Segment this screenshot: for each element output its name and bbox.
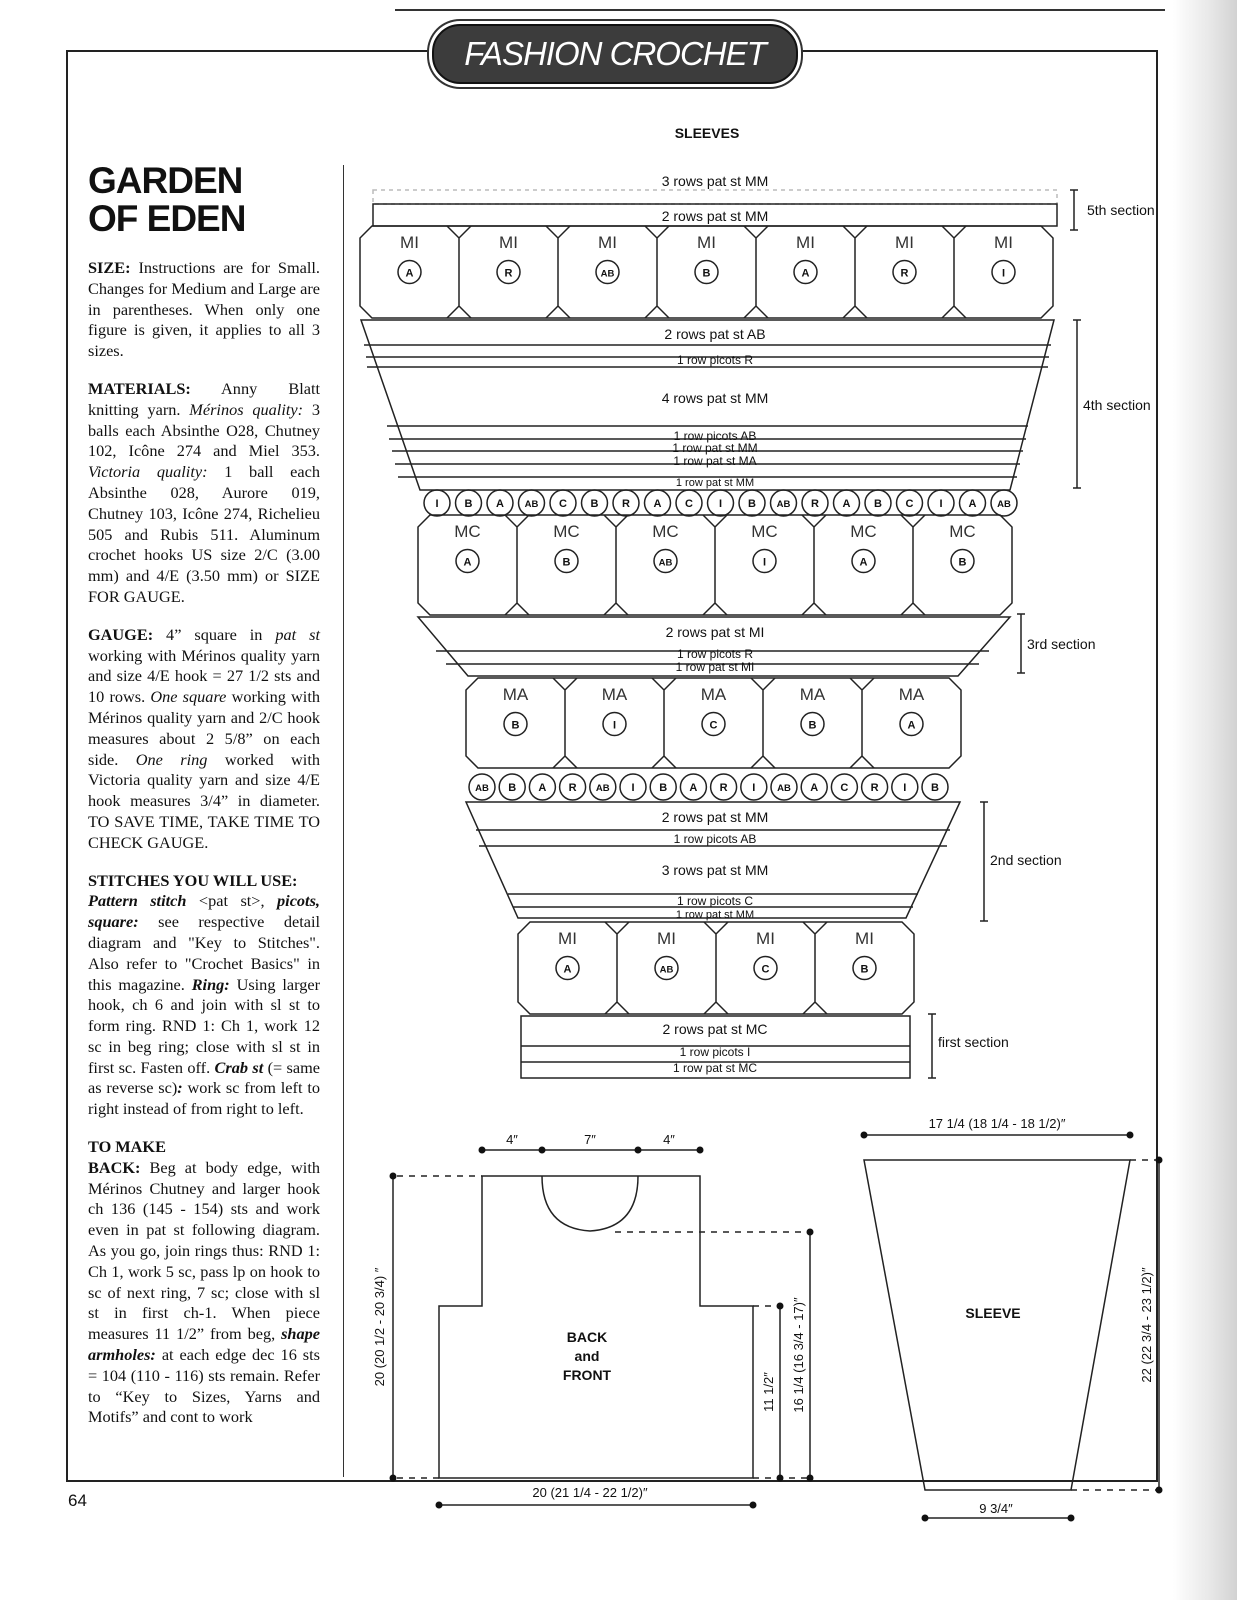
title-line-2: OF EDEN [88,198,246,239]
ring-row-upper [424,490,1017,516]
square-color-label: MI [895,233,914,252]
stitches-text: work sc from left to right instead of from right to left. [88,1078,320,1119]
ring-label: I [752,782,756,794]
ring-label: B [748,498,756,510]
band-5-top [373,190,1057,204]
square-row-5th [360,226,1053,318]
ring-label: R [719,782,728,794]
motif-label: A [907,719,916,732]
stitches-term: Pattern stitch [88,891,187,911]
square-divider [553,678,577,768]
materials-italic: Victoria quality: [88,462,208,482]
ring-label: I [631,782,635,794]
materials-italic: Mérinos quality: [189,399,304,419]
square-color-label: MI [756,929,775,948]
dimension-label: 7″ [584,1132,596,1147]
back-label: BACK [566,1329,608,1345]
ring-label: A [496,498,504,510]
page-number: 64 [68,1491,87,1510]
motif-label: B [860,963,869,976]
square-color-label: MA [799,685,826,704]
ring-label: C [559,498,567,510]
ring-label: A [689,782,698,794]
back-front-dim-arrows [393,1150,810,1505]
square-color-label: MI [598,233,617,252]
dimension-dots [390,1147,814,1509]
banner-text: FASHION CROCHET [464,35,766,72]
row-label: 2 rows pat st MM [661,208,769,224]
row-label: 1 row picots C [676,894,754,908]
ring-label: AB [524,499,539,510]
square-color-label: MI [657,929,676,948]
stitches-term: Crab st [214,1057,264,1077]
row-label: 1 row pat st MA [673,454,757,468]
row-label: 1 row pat st MM [672,441,758,455]
motif-label: A [463,556,472,569]
ring-label: B [464,498,473,510]
motif-label: A [801,267,810,280]
row-label: 2 rows pat st MC [662,1021,768,1037]
gauge-text: working with Mérinos quality yarn and 2/C hook measures about 2 5/8” on each side. [88,687,320,769]
sleeve-outline [864,1160,1130,1490]
motif-label: A [563,963,572,976]
dimension-label: 9 3/4″ [979,1501,1013,1516]
back-label: BACK: [88,1157,141,1177]
materials-label: MATERIALS: [88,378,191,398]
ring-label: R [870,782,879,794]
ring-label: A [810,782,819,794]
motif-label: B [511,719,520,732]
ring-label: I [903,782,907,794]
motif-label: C [761,963,770,976]
row-label: 1 row pat st MM [675,909,755,921]
square-color-label: MC [454,522,481,541]
dimension-label: 17 1/4 (18 1/4 - 18 1/2)″ [928,1116,1066,1131]
motif-label: R [900,267,909,280]
motif-label: R [504,267,513,280]
motif-label: B [702,267,711,280]
square-color-label: MA [898,685,925,704]
ring-label: B [874,498,882,510]
row-label: 2 rows pat st MI [665,624,765,640]
ring-label: I [435,498,439,510]
square-color-label: MI [994,233,1013,252]
gauge-italic: One square [150,687,227,707]
square-color-label: MI [796,233,815,252]
motif-label: I [1001,267,1006,280]
square-divider [850,678,874,768]
title-line-1: GARDEN [88,160,243,201]
ring-label: B [659,782,668,794]
square-row-mc [418,515,1012,615]
gauge-text: working with Mérinos quality yarn and size 4/E hook = 27 1/2 sts and 10 rows. [88,645,320,707]
back-label: FRONT [562,1367,612,1383]
square-color-label: MI [697,233,716,252]
square-color-label: MC [949,522,976,541]
motif-label: C [709,719,718,732]
size-text: Instructions are for Small. Changes for Medium and Large are in parentheses. When only one figure is given, it applies to all 3 sizes. [88,258,320,361]
section-label: 4th section [1083,397,1151,413]
back-front-outline [439,1176,753,1478]
square-divider [704,922,728,1014]
ring-label: A [968,498,977,510]
ring-label: C [685,498,693,510]
square-color-label: MI [855,929,874,948]
ring-label: R [811,498,819,510]
square-color-label: MA [700,685,727,704]
dimension-dots [861,1132,1163,1522]
gauge-label: GAUGE: [88,624,154,644]
row-label: 1 row picots I [679,1045,751,1059]
row-label: 2 rows pat st MM [661,809,769,825]
stitches-term: : [177,1078,183,1098]
materials-text: Anny Blatt knitting yarn. [88,378,320,419]
row-label: 1 row pat st MM [675,477,755,489]
stitches-text: (= same as reverse sc) [88,1057,320,1098]
square-row-mi-bottom [518,922,914,1014]
ring-row-lower [469,774,948,800]
back-label: and [574,1348,600,1364]
dimension-label: 20 (20 1/2 - 20 3/4) ″ [372,1267,387,1387]
ring-label: B [931,782,939,794]
neckline [542,1176,638,1231]
square-color-label: MI [499,233,518,252]
square-color-label: MI [400,233,419,252]
ring-label: AB [475,783,489,794]
back-front-dim-lines [397,1176,810,1478]
to-make-text: Beg at body edge, with Mérinos Chutney and larger hook ch 136 (145 - 154) sts and work even in pat st following diagram. As you go, join rings thus: RND 1: Ch 1, work 5 sc, pass lp on hook to sc of next ring, 7 sc; close with sl st in first ch-1. When piece measures 11 1/2” from beg, [88,1157,320,1344]
square-divider [942,226,966,318]
square-color-label: MC [652,522,679,541]
ring-label: A [842,498,851,510]
stitches-text: Using larger hook, ch 6 and join with sl st to form ring. RND 1: Ch 1, work 12 sc in beg ring; close with sl st in first sc. Fasten off. [88,974,320,1077]
to-make-term: shape armholes: [88,1324,320,1365]
sleeve-label: SLEEVE [965,1305,1021,1321]
square-divider [802,515,826,615]
motif-label: B [808,719,817,732]
row-label: 1 row pat st MC [672,1061,758,1075]
ring-label: R [622,498,630,510]
ring-label: AB [777,783,791,794]
dimension-label: 22 (22 3/4 - 23 1/2)″ [1139,1267,1154,1383]
gauge-italic: pat st [275,624,320,644]
gauge-text: 4” square in [153,624,276,644]
dimension-label: 4″ [506,1132,518,1147]
square-divider [652,678,676,768]
ring-label: I [939,498,943,510]
square-color-label: MI [558,929,577,948]
row-label: 1 row picots AB [673,832,757,846]
ring-label: AB [776,499,791,510]
square-divider [605,922,629,1014]
square-divider [447,226,471,318]
ring-label: B [590,498,599,510]
square-divider [645,226,669,318]
ring-label: A [538,782,547,794]
materials-text: 1 ball each Absinthe 028, Aurore 019, Chutney 103, Icône 274, Richelieu 505 and Rubis 511. Aluminum crochet hooks US size 2/C (3.00 mm) and 4/E (3.50 mm) or SIZE FOR GAUGE. [88,462,320,606]
ring-label: A [653,498,662,510]
to-make-text: at each edge dec 16 sts = 104 (110 - 116) sts remain. Refer to “Key to Sizes, Yarns and Motifs” and cont to work [88,1345,320,1427]
row-label: 1 row pat st MI [675,660,755,674]
square-color-label: MC [850,522,877,541]
square-divider [546,226,570,318]
square-divider [505,515,529,615]
square-divider [803,922,827,1014]
motif-label: A [405,267,414,280]
to-make-label: TO MAKE [88,1137,166,1157]
dimension-label: 20 (21 1/4 - 22 1/2)″ [532,1485,648,1500]
stitches-term: picots, square: [88,891,320,932]
square-divider [901,515,925,615]
motif-label: I [762,556,767,569]
square-color-label: MA [502,685,529,704]
square-row-ma [466,678,961,768]
ring-label: I [718,498,723,510]
section-label: 3rd section [1027,636,1096,652]
stitches-label: STITCHES YOU WILL USE: [88,870,298,890]
square-divider [604,515,628,615]
section-label: first section [938,1034,1009,1050]
square-divider [751,678,775,768]
motif-label: AB [658,557,673,569]
ring-label: AB [595,783,610,794]
square-color-label: MC [751,522,778,541]
sleeves-title: SLEEVES [674,125,740,141]
section-brackets [928,190,1081,1078]
gauge-italic: One ring [135,749,208,769]
ring-label: AB [997,499,1011,510]
materials-text: 3 balls each Absinthe O28, Chutney 102, Icône 274 and Miel 353. [88,399,320,461]
square-color-label: MA [601,685,628,704]
motif-label: A [859,556,868,569]
motif-label: B [562,556,571,569]
row-label: 1 row picots AB [673,429,757,443]
ring-label: C [840,782,849,794]
row-label: 1 row picots R [676,647,754,661]
square-divider [703,515,727,615]
motif-label: I [612,719,617,732]
stitches-text: <pat st>, [186,891,278,911]
gauge-text: worked with Victoria quality yarn and size 4/E hook measures 3/4” in diameter. TO SAVE TIME, TAKE TIME TO CHECK GAUGE. [88,749,320,852]
dimension-label: 16 1/4 (16 3/4 - 17)″ [791,1297,806,1413]
ring-label: R [568,782,577,794]
section-label: 2nd section [990,852,1062,868]
row-label: 3 rows pat st MM [661,862,769,878]
sleeve-dim-arrows [864,1135,1159,1518]
square-color-label: MC [553,522,580,541]
ring-label: B [508,782,517,794]
row-label: 2 rows pat st AB [664,326,766,342]
row-label: 4 rows pat st MM [661,390,769,406]
row-label: 3 rows pat st MM [661,173,769,189]
stitches-text: see respective detail diagram and "Key to Stitches". Also refer to "Crochet Basics" in this magazine. [88,912,320,994]
dimension-label: 4″ [663,1132,675,1147]
square-divider [744,226,768,318]
stitches-term: Ring: [191,974,230,994]
ring-label: C [905,498,914,510]
motif-label: AB [600,268,615,280]
dimension-label: 11 1/2″ [761,1372,776,1412]
motif-label: B [958,556,967,569]
size-label: SIZE: [88,258,131,277]
row-label: 1 row picots R [676,353,754,367]
motif-label: AB [659,964,674,976]
square-divider [843,226,867,318]
section-label: 5th section [1087,202,1155,218]
